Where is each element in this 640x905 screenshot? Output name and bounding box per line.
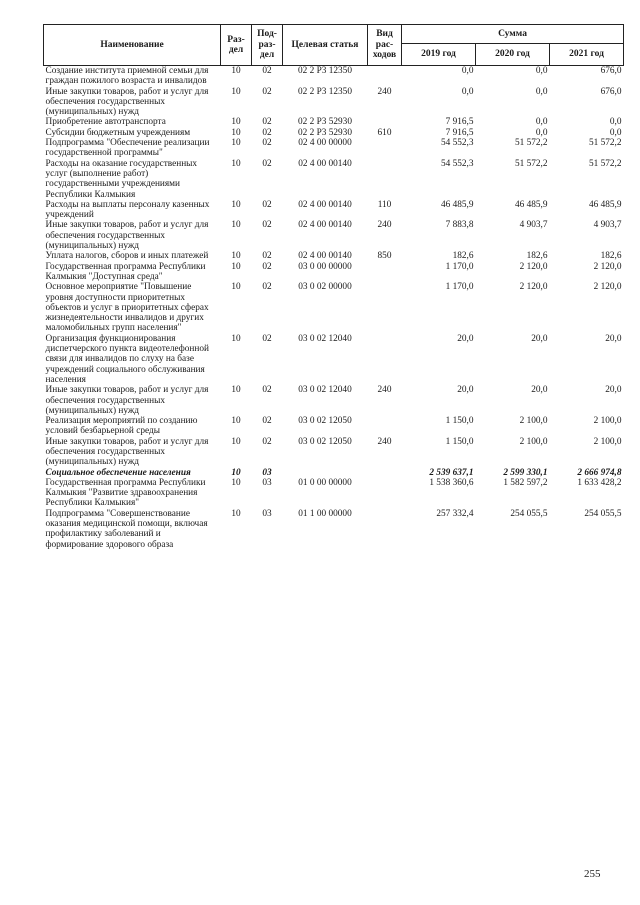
cell-name: Организация функционирования диспетчерского пункта видеотелефонной связи для инвалидов по слуху на базе учреждений социального обслуживания населения [45, 333, 210, 385]
cell-s2021: 1 633 428,2 [577, 477, 622, 488]
cell-pr: 02 [262, 220, 272, 231]
table-row [44, 220, 624, 251]
table-row [44, 478, 624, 509]
cell-name: Иные закупки товаров, работ и услуг для обеспечения государственных (муниципальных) нужд [45, 385, 209, 416]
cell-rz: 10 [231, 416, 241, 427]
cell-rz: 10 [231, 251, 241, 262]
cell-name: Иные закупки товаров, работ и услуг для обеспечения государственных (муниципальных) нужд [45, 86, 209, 118]
cell-rz: 10 [231, 127, 241, 138]
cell-s2021: 676,0 [600, 66, 622, 76]
cell-pr: 02 [262, 416, 272, 427]
cell-vr [368, 262, 402, 283]
cell-cs: 03 0 02 12040 [298, 333, 352, 344]
cell-name: Субсидии бюджетным учреждениям [45, 127, 191, 138]
cell-pr: 02 [262, 333, 272, 344]
cell-s2019: 257 332,4 [436, 508, 474, 519]
cell-vr: 850 [377, 251, 392, 262]
cell-s2019: 0,0 [461, 66, 474, 76]
table-row [44, 509, 624, 550]
table-row [44, 200, 624, 221]
cell-s2021: 676,0 [600, 86, 622, 97]
cell-s2021: 0,0 [609, 127, 622, 138]
cell-pr: 02 [262, 385, 272, 396]
cell-pr: 02 [262, 138, 272, 149]
cell-s2019: 1 170,0 [445, 282, 474, 293]
cell-vr [368, 117, 402, 127]
cell-vr: 240 [377, 436, 392, 447]
header-summa: Сумма [402, 25, 624, 44]
cell-name: Подпрограмма "Обеспечение реализации государственной программы" [45, 138, 210, 159]
cell-pr: 02 [262, 251, 272, 262]
cell-rz: 10 [231, 66, 241, 76]
cell-s2020: 0,0 [535, 66, 548, 76]
cell-s2020: 46 485,9 [514, 199, 548, 210]
cell-cs: 03 0 02 12050 [298, 436, 352, 447]
cell-name: Расходы на выплаты персоналу казенных учреждений [45, 199, 210, 221]
header-name: Наименование [44, 25, 221, 66]
cell-cs: 02 2 Р3 12350 [298, 66, 352, 76]
cell-vr: 610 [377, 127, 392, 138]
cell-s2021: 254 055,5 [584, 508, 622, 519]
cell-rz: 10 [231, 477, 241, 488]
cell-vr [368, 159, 402, 200]
cell-s2021: 0,0 [609, 117, 622, 128]
table-row [44, 159, 624, 200]
cell-s2021: 20,0 [605, 333, 622, 344]
table-row [44, 282, 624, 333]
cell-cs [283, 468, 368, 478]
cell-name: Уплата налогов, сборов и иных платежей [45, 251, 209, 262]
cell-rz: 10 [231, 385, 241, 396]
cell-s2020: 1 582 597,2 [503, 477, 548, 488]
cell-s2020: 2 120,0 [519, 282, 548, 293]
cell-name: Государственная программа Республики Калмыкия "Доступная среда" [45, 261, 206, 282]
table-row [44, 117, 624, 127]
cell-s2021: 2 666 974,8 [577, 467, 622, 478]
cell-name: Государственная программа Республики Калмыкия "Развитие здравоохранения Республики Калмыкия" [45, 477, 206, 509]
cell-name: Подпрограмма "Совершенствование оказания медицинской помощи, включая профилактику заболеваний и формирование здорового образа [45, 508, 208, 550]
cell-cs: 03 0 02 00000 [298, 282, 352, 293]
cell-pr: 02 [262, 282, 272, 293]
cell-s2019: 20,0 [457, 333, 474, 344]
cell-vr [368, 509, 402, 550]
cell-pr: 03 [262, 508, 272, 519]
table-row [44, 385, 624, 416]
table-row [44, 262, 624, 283]
cell-pr: 02 [262, 158, 272, 169]
header-vid: Вид рас-ходов [368, 25, 402, 66]
cell-pr: 02 [262, 127, 272, 138]
cell-name: Социальное обеспечение населения [45, 467, 191, 478]
cell-cs: 02 2 Р3 52930 [298, 127, 352, 138]
cell-rz: 10 [231, 261, 241, 272]
cell-s2019: 54 552,3 [440, 138, 474, 149]
cell-s2019: 1 538 360,6 [429, 477, 474, 488]
cell-s2019: 1 170,0 [445, 261, 474, 272]
cell-name: Приобретение автотранспорта [45, 117, 166, 128]
cell-s2020: 2 599 330,1 [503, 467, 548, 478]
cell-vr: 240 [377, 86, 392, 97]
cell-pr: 02 [262, 66, 272, 76]
cell-s2020: 0,0 [535, 117, 548, 128]
table-row [44, 416, 624, 437]
cell-s2021: 20,0 [605, 385, 622, 396]
cell-rz: 10 [231, 467, 241, 478]
cell-rz: 10 [231, 86, 241, 97]
page-number: 255 [584, 868, 601, 880]
cell-cs: 03 0 02 12050 [298, 416, 352, 427]
table-row [44, 87, 624, 118]
cell-s2019: 46 485,9 [440, 199, 474, 210]
cell-s2020: 0,0 [535, 86, 548, 97]
cell-s2020: 254 055,5 [510, 508, 548, 519]
cell-s2020: 2 120,0 [519, 261, 548, 272]
cell-rz: 10 [231, 508, 241, 519]
cell-pr: 02 [262, 261, 272, 272]
header-year-2020: 2020 год [476, 44, 550, 66]
cell-pr: 02 [262, 436, 272, 447]
cell-s2021: 51 572,2 [588, 138, 622, 149]
header-year-2021: 2021 год [550, 44, 624, 66]
header-razdel: Раз-дел [221, 25, 252, 66]
cell-s2020: 4 903,7 [519, 220, 548, 231]
cell-s2021: 51 572,2 [588, 158, 622, 169]
header-target: Целевая статья [283, 25, 368, 66]
cell-name: Реализация мероприятий по созданию условий безбарьерной среды [45, 416, 198, 437]
cell-name: Основное мероприятие "Повышение уровня доступности приоритетных объектов и услуг в приоритетных сферах жизнедеятельности инвалидов и других маломобильных групп населения" [45, 282, 209, 334]
cell-cs: 02 4 00 00140 [298, 251, 352, 262]
cell-rz: 10 [231, 333, 241, 344]
cell-s2021: 46 485,9 [588, 199, 622, 210]
cell-s2019: 20,0 [457, 385, 474, 396]
cell-pr: 02 [262, 86, 272, 97]
cell-s2019: 7 916,5 [445, 117, 474, 128]
cell-rz: 10 [231, 436, 241, 447]
header-year-2019: 2019 год [402, 44, 476, 66]
cell-s2019: 1 150,0 [445, 436, 474, 447]
cell-rz: 10 [231, 117, 241, 128]
cell-s2021: 2 120,0 [593, 282, 622, 293]
cell-s2020: 2 100,0 [519, 416, 548, 427]
table-row [44, 128, 624, 138]
cell-s2019: 2 539 637,1 [429, 467, 474, 478]
cell-rz: 10 [231, 138, 241, 149]
table-row [44, 468, 624, 478]
cell-s2020: 0,0 [535, 127, 548, 138]
cell-s2020: 182,6 [526, 251, 548, 262]
cell-name: Создание института приемной семьи для граждан пожилого возраста и инвалидов [45, 66, 209, 87]
table-row [44, 138, 624, 159]
cell-cs: 03 0 02 12040 [298, 385, 352, 396]
cell-s2021: 2 100,0 [593, 416, 622, 427]
cell-rz: 10 [231, 282, 241, 293]
cell-pr: 03 [262, 477, 272, 488]
cell-cs: 03 0 00 00000 [298, 261, 352, 272]
table-row [44, 251, 624, 261]
cell-vr: 240 [377, 385, 392, 396]
table-row [44, 334, 624, 385]
cell-cs: 02 2 Р3 52930 [298, 117, 352, 128]
cell-cs: 01 0 00 00000 [298, 477, 352, 488]
cell-vr [368, 416, 402, 437]
cell-rz: 10 [231, 158, 241, 169]
table-row [44, 66, 624, 87]
cell-name: Иные закупки товаров, работ и услуг для обеспечения государственных (муниципальных) нужд [45, 220, 209, 252]
cell-s2020: 51 572,2 [514, 158, 548, 169]
cell-s2019: 54 552,3 [440, 158, 474, 169]
cell-vr: 240 [377, 220, 392, 231]
cell-cs: 01 1 00 00000 [298, 508, 352, 519]
cell-pr: 02 [262, 117, 272, 128]
cell-name: Расходы на оказание государственных услуг (выполнение работ) государственными учреждениями Республики Калмыкия [45, 158, 198, 200]
budget-table-page [43, 24, 623, 550]
cell-name: Иные закупки товаров, работ и услуг для обеспечения государственных (муниципальных) нужд [45, 436, 209, 468]
header-podrazdel: Под-раз-дел [252, 25, 283, 66]
cell-vr [368, 66, 402, 87]
cell-vr [368, 468, 402, 478]
cell-s2021: 4 903,7 [593, 220, 622, 231]
budget-table [43, 24, 624, 550]
cell-cs: 02 2 Р3 12350 [298, 86, 352, 97]
cell-cs: 02 4 00 00140 [298, 199, 352, 210]
cell-pr: 02 [262, 199, 272, 210]
cell-s2020: 51 572,2 [514, 138, 548, 149]
cell-vr [368, 282, 402, 333]
cell-s2019: 7 916,5 [445, 127, 474, 138]
cell-s2021: 182,6 [600, 251, 622, 262]
cell-vr [368, 138, 402, 159]
cell-vr: 110 [377, 199, 392, 210]
cell-s2021: 2 120,0 [593, 261, 622, 272]
cell-s2021: 2 100,0 [593, 436, 622, 447]
cell-s2020: 20,0 [531, 333, 548, 344]
cell-cs: 02 4 00 00140 [298, 220, 352, 231]
cell-s2020: 2 100,0 [519, 436, 548, 447]
cell-s2019: 7 883,8 [445, 220, 474, 231]
cell-vr [368, 478, 402, 509]
cell-s2019: 1 150,0 [445, 416, 474, 427]
cell-s2019: 182,6 [452, 251, 474, 262]
budget-table-body [44, 66, 624, 550]
cell-pr: 03 [262, 467, 272, 478]
cell-s2020: 20,0 [531, 385, 548, 396]
cell-cs: 02 4 00 00000 [298, 138, 352, 149]
cell-cs: 02 4 00 00140 [298, 158, 352, 169]
cell-rz: 10 [231, 199, 241, 210]
table-row [44, 437, 624, 468]
cell-rz: 10 [231, 220, 241, 231]
cell-s2019: 0,0 [461, 86, 474, 97]
cell-vr [368, 334, 402, 385]
